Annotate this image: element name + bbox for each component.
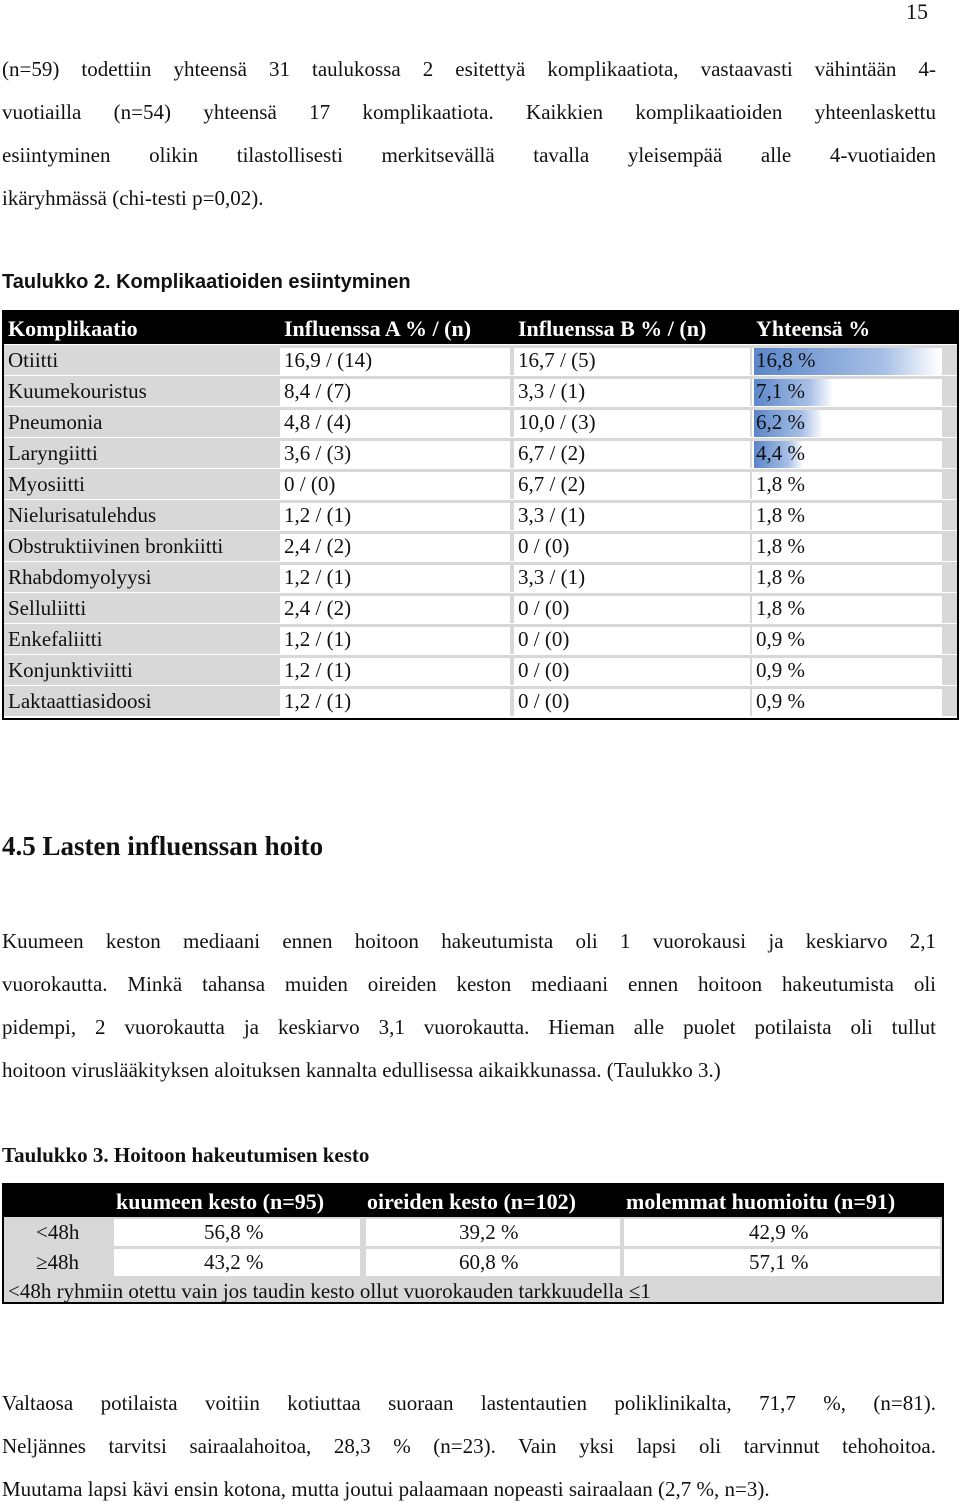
- influenza-b-value: 3,3 / (1): [518, 379, 586, 403]
- header-total: Yhteensä %: [756, 316, 871, 341]
- influenza-b-value: 0 / (0): [518, 534, 570, 558]
- influenza-a-value: 0 / (0): [284, 472, 336, 496]
- table-footnote: <48h ryhmiin otettu vain jos taudin kesto ollut vuorokauden tarkkuudella ≤1: [8, 1279, 651, 1303]
- total-value: 1,8 %: [756, 534, 805, 558]
- complication-name: Nielurisatulehdus: [8, 503, 157, 527]
- fever-value: 56,8 %: [204, 1220, 264, 1244]
- table-header-row: [4, 1185, 942, 1217]
- paragraph-line: Neljännes tarvitsi sairaalahoitoa, 28,3 % (n=23). Vain yksi lapsi oli tarvinnut tehohoitoa.: [2, 1434, 936, 1458]
- influenza-b-value: 3,3 / (1): [518, 565, 586, 589]
- influenza-a-value: 1,2 / (1): [284, 658, 352, 682]
- influenza-b-value: 6,7 / (2): [518, 441, 586, 465]
- table-row: [4, 685, 957, 716]
- table-row: [4, 437, 957, 468]
- table-row: [4, 344, 957, 375]
- intro-line: esiintyminen olikin tilastollisesti merkitsevällä tavalla yleisempää alle 4-vuotiaiden: [2, 143, 936, 167]
- complication-name: Otiitti: [8, 348, 59, 372]
- table-row: [4, 468, 957, 499]
- influenza-a-value: 2,4 / (2): [284, 596, 352, 620]
- header-complication: Komplikaatio: [8, 316, 138, 341]
- influenza-b-value: 16,7 / (5): [518, 348, 596, 372]
- treatment-paragraph: [2, 920, 936, 1092]
- both-value: 42,9 %: [749, 1220, 809, 1244]
- influenza-a-value: 1,2 / (1): [284, 565, 352, 589]
- complication-name: Enkefaliitti: [8, 627, 103, 651]
- complication-name: Laryngiitti: [8, 441, 98, 465]
- table2-caption: Taulukko 2. Komplikaatioiden esiintyminen: [2, 271, 411, 293]
- complication-name: Rhabdomyolyysi: [8, 565, 152, 589]
- table-row: [4, 654, 957, 685]
- header-influenza-a: Influenssa A % / (n): [284, 316, 472, 341]
- row-label: ≥48h: [36, 1250, 80, 1274]
- influenza-a-value: 1,2 / (1): [284, 627, 352, 651]
- influenza-b-value: 10,0 / (3): [518, 410, 596, 434]
- influenza-b-value: 0 / (0): [518, 658, 570, 682]
- page-number: 15: [906, 0, 928, 24]
- intro-line: ikäryhmässä (chi-testi p=0,02).: [2, 186, 264, 210]
- symptoms-value: 39,2 %: [459, 1220, 519, 1244]
- influenza-a-value: 1,2 / (1): [284, 503, 352, 527]
- table-row: [4, 375, 957, 406]
- table-header-row: [4, 312, 957, 344]
- influenza-b-value: 0 / (0): [518, 627, 570, 651]
- influenza-a-value: 1,2 / (1): [284, 689, 352, 713]
- total-value: 0,9 %: [756, 658, 805, 682]
- complication-name: Selluliitti: [8, 596, 87, 620]
- total-value: 1,8 %: [756, 472, 805, 496]
- influenza-b-value: 0 / (0): [518, 596, 570, 620]
- table3-caption: Taulukko 3. Hoitoon hakeutumisen kesto: [2, 1143, 370, 1167]
- header-symptom-duration: oireiden kesto (n=102): [367, 1189, 576, 1214]
- total-value: 1,8 %: [756, 503, 805, 527]
- table-row: [4, 1247, 942, 1277]
- header-influenza-b: Influenssa B % / (n): [518, 316, 707, 341]
- complication-name: Konjunktiviitti: [8, 658, 133, 682]
- influenza-a-value: 16,9 / (14): [284, 348, 373, 372]
- intro-line: (n=59) todettiin yhteensä 31 taulukossa 2 esitettyä komplikaatiota, vastaavasti vähintään 4-: [2, 57, 936, 81]
- symptoms-value: 60,8 %: [459, 1250, 519, 1274]
- discharge-paragraph: [2, 1382, 936, 1505]
- total-value: 16,8 %: [756, 348, 816, 372]
- complication-name: Kuumekouristus: [8, 379, 147, 403]
- paragraph-line: Valtaosa potilaista voitiin kotiuttaa suoraan lastentautien poliklinikalta, 71,7 %, (n=81).: [2, 1391, 936, 1415]
- paragraph-line: vuorokautta. Minkä tahansa muiden oireiden keston mediaani ennen hoitoon hakeutumista oli: [2, 972, 936, 996]
- row-label: <48h: [36, 1220, 80, 1244]
- influenza-a-value: 4,8 / (4): [284, 410, 352, 434]
- table-row: [4, 1217, 942, 1247]
- total-value: 1,8 %: [756, 565, 805, 589]
- complications-table: [2, 310, 959, 720]
- total-value: 0,9 %: [756, 627, 805, 651]
- paragraph-line: pidempi, 2 vuorokautta ja keskiarvo 3,1 vuorokautta. Hieman alle puolet potilaista oli tullut: [2, 1015, 936, 1039]
- intro-line: vuotiailla (n=54) yhteensä 17 komplikaatiota. Kaikkien komplikaatioiden yhteenlaskettu: [2, 100, 936, 124]
- header-fever-duration: kuumeen kesto (n=95): [116, 1189, 325, 1214]
- complication-name: Myosiitti: [8, 472, 86, 496]
- influenza-b-value: 0 / (0): [518, 689, 570, 713]
- influenza-a-value: 2,4 / (2): [284, 534, 352, 558]
- section-heading: 4.5 Lasten influenssan hoito: [2, 831, 324, 861]
- header-both-considered: molemmat huomioitu (n=91): [626, 1189, 896, 1214]
- total-value: 7,1 %: [756, 379, 805, 403]
- influenza-b-value: 3,3 / (1): [518, 503, 586, 527]
- complication-name: Obstruktiivinen bronkiitti: [8, 534, 224, 558]
- paragraph-line: hoitoon viruslääkityksen aloituksen kannalta edullisessa aikaikkunassa. (Taulukko 3.): [2, 1058, 721, 1082]
- complication-name: Pneumonia: [8, 410, 103, 434]
- table-row: [4, 499, 957, 530]
- both-value: 57,1 %: [749, 1250, 809, 1274]
- paragraph-line: Muutama lapsi kävi ensin kotona, mutta joutui palaamaan nopeasti sairaalaan (2,7 %, n=3).: [2, 1477, 770, 1501]
- care-seeking-table: [2, 1183, 944, 1304]
- complication-name: Laktaattiasidoosi: [8, 689, 152, 713]
- total-value: 0,9 %: [756, 689, 805, 713]
- table-row: [4, 530, 957, 561]
- fever-value: 43,2 %: [204, 1250, 264, 1274]
- influenza-a-value: 3,6 / (3): [284, 441, 352, 465]
- influenza-b-value: 6,7 / (2): [518, 472, 586, 496]
- total-value: 6,2 %: [756, 410, 805, 434]
- table-row: [4, 592, 957, 623]
- total-value: 4,4 %: [756, 441, 805, 465]
- table-row: [4, 406, 957, 437]
- table-footnote-row: [4, 1276, 942, 1306]
- intro-paragraph: [2, 48, 936, 220]
- total-value: 1,8 %: [756, 596, 805, 620]
- paragraph-line: Kuumeen keston mediaani ennen hoitoon hakeutumista oli 1 vuorokausi ja keskiarvo 2,1: [2, 929, 936, 953]
- table-row: [4, 623, 957, 654]
- influenza-a-value: 8,4 / (7): [284, 379, 352, 403]
- table-row: [4, 561, 957, 592]
